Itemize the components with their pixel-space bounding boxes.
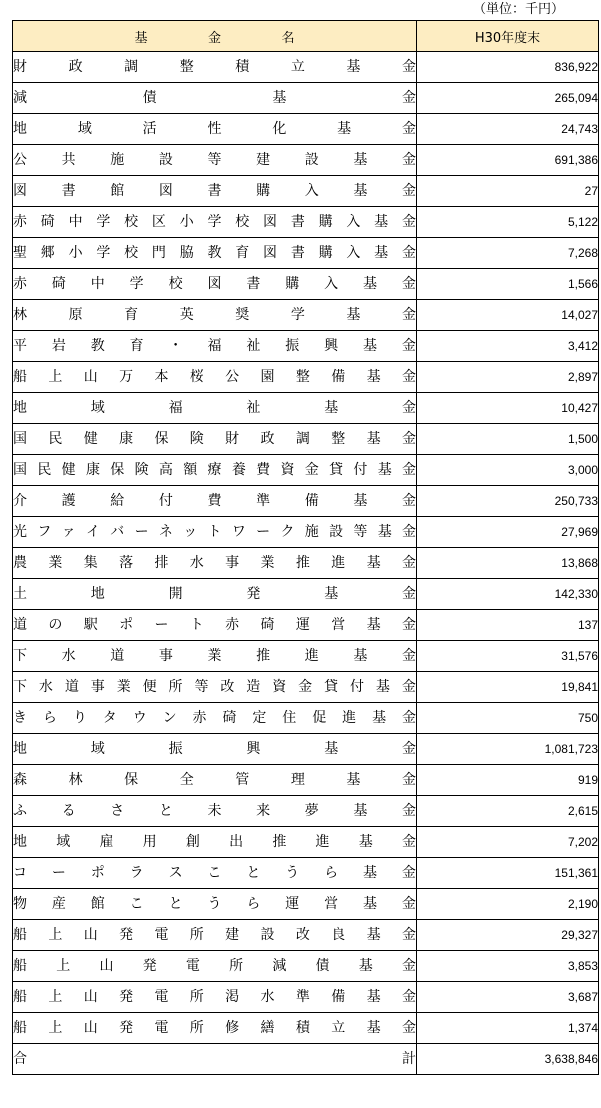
column-header-fund-name-label: 基 金 名 [134,30,295,46]
fund-name-cell [13,672,417,703]
fund-name-cell [13,610,417,641]
fund-name-cell [13,455,417,486]
unit-label: （単位：千円） [472,2,564,17]
fund-name: 地 域 活 性 化 基 金 [13,121,416,137]
table-row [13,610,599,641]
fund-name-cell [13,300,417,331]
fund-balance-value: 3,687 [417,982,599,1013]
fund-name: 船 上 山 万 本 桜 公 園 整 備 基 金 [13,369,416,385]
fund-table [12,20,599,1075]
table-row [13,238,599,269]
fund-name: 国 民 健 康 保 険 高 額 療 養 費 資 金 貸 付 基 金 [13,462,416,478]
fund-balance-value: 10,427 [417,393,599,424]
table-row [13,1013,599,1044]
fund-balance-value: 2,897 [417,362,599,393]
fund-name: 国 民 健 康 保 険 財 政 調 整 基 金 [13,431,416,447]
table-row [13,300,599,331]
fund-balance-value: 7,268 [417,238,599,269]
fund-name: 赤 碕 中 学 校 図 書 購 入 基 金 [13,276,416,292]
total-label-cell [13,1044,417,1075]
fund-balance-value: 24,743 [417,114,599,145]
table-row [13,517,599,548]
fund-name-cell [13,83,417,114]
fund-name: 物 産 館 こ と う ら 運 営 基 金 [13,896,416,912]
fund-name-cell [13,579,417,610]
fund-balance-value: 14,027 [417,300,599,331]
fund-name: 林 原 育 英 奨 学 基 金 [13,307,416,323]
fund-name-cell [13,548,417,579]
table-row [13,734,599,765]
table-row [13,796,599,827]
fund-name: 地 域 福 祉 基 金 [13,400,416,416]
fund-name: 地 域 雇 用 創 出 推 進 基 金 [13,834,416,850]
fund-name: 船 上 山 発 電 所 減 債 基 金 [13,958,416,974]
fund-name-cell [13,424,417,455]
column-header-fiscal-year-end: H30年度末 [417,21,599,52]
fund-balance-value: 27 [417,176,599,207]
fund-balance-value: 7,202 [417,827,599,858]
fund-name-cell [13,951,417,982]
fund-name-cell [13,765,417,796]
fund-name-cell [13,796,417,827]
fund-name-cell [13,703,417,734]
fund-balance-value: 3,853 [417,951,599,982]
fund-name-cell [13,176,417,207]
table-header-row [13,21,599,52]
fund-balance-value: 1,500 [417,424,599,455]
fund-name-cell [13,827,417,858]
fund-name: 財 政 調 整 積 立 基 金 [13,59,416,75]
table-row [13,579,599,610]
fund-balance-value: 265,094 [417,83,599,114]
total-row [13,1044,599,1075]
fund-name: 船 上 山 発 電 所 修 繕 積 立 基 金 [13,1020,416,1036]
table-row [13,362,599,393]
fund-name-cell [13,920,417,951]
fund-balance-value: 691,386 [417,145,599,176]
table-row [13,393,599,424]
fund-name-cell [13,114,417,145]
fund-balance-value: 29,327 [417,920,599,951]
table-row [13,52,599,83]
fund-name: 地 域 振 興 基 金 [13,741,416,757]
fund-name: コ ー ポ ラ ス こ と う ら 基 金 [13,865,416,881]
fund-balance-value: 250,733 [417,486,599,517]
fund-table-body [13,52,599,1075]
fund-balance-value: 3,000 [417,455,599,486]
table-row [13,920,599,951]
fund-name-cell [13,269,417,300]
fund-name-cell [13,1013,417,1044]
fund-name-cell [13,145,417,176]
fund-name: 下 水 道 事 業 便 所 等 改 造 資 金 貸 付 基 金 [13,679,416,695]
fund-name: 下 水 道 事 業 推 進 基 金 [13,648,416,664]
fund-balance-value: 1,566 [417,269,599,300]
fund-balance-value: 2,615 [417,796,599,827]
fund-balance-value: 27,969 [417,517,599,548]
fund-balance-value: 3,412 [417,331,599,362]
fund-name: 光 フ ァ イ バ ー ネ ッ ト ワ ー ク 施 設 等 基 金 [13,524,416,540]
fund-name: 土 地 開 発 基 金 [13,586,416,602]
fund-name: 平 岩 教 育 ・ 福 祉 振 興 基 金 [13,338,416,354]
fund-balance-value: 151,361 [417,858,599,889]
fund-name: 道 の 駅 ポ ー ト 赤 碕 運 営 基 金 [13,617,416,633]
fund-name-cell [13,734,417,765]
fund-name: 聖 郷 小 学 校 門 脇 教 育 図 書 購 入 基 金 [13,245,416,261]
fund-balance-value: 13,868 [417,548,599,579]
fund-balance-value: 5,122 [417,207,599,238]
fund-name-cell [13,641,417,672]
fund-balance-value: 750 [417,703,599,734]
table-row [13,982,599,1013]
fund-balance-value: 31,576 [417,641,599,672]
fund-name: 図 書 館 図 書 購 入 基 金 [13,183,416,199]
total-value: 3,638,846 [417,1044,599,1075]
fund-name-cell [13,517,417,548]
table-row [13,548,599,579]
fund-balance-value: 142,330 [417,579,599,610]
fund-balance-value: 137 [417,610,599,641]
table-row [13,858,599,889]
fund-balance-value: 836,922 [417,52,599,83]
fund-balance-value: 2,190 [417,889,599,920]
fund-name: 船 上 山 発 電 所 渇 水 準 備 基 金 [13,989,416,1005]
fund-balance-value: 19,841 [417,672,599,703]
fund-name: 船 上 山 発 電 所 建 設 改 良 基 金 [13,927,416,943]
table-row [13,176,599,207]
fund-name-cell [13,393,417,424]
fund-balance-value: 919 [417,765,599,796]
fund-name: 減 債 基 金 [13,90,416,106]
table-row [13,83,599,114]
fund-name-cell [13,238,417,269]
fund-name: 森 林 保 全 管 理 基 金 [13,772,416,788]
fund-name: 介 護 給 付 費 準 備 基 金 [13,493,416,509]
table-row [13,889,599,920]
fund-name: ふ る さ と 未 来 夢 基 金 [13,803,416,819]
table-row [13,207,599,238]
table-row [13,114,599,145]
table-row [13,641,599,672]
table-row [13,424,599,455]
fund-balance-value: 1,374 [417,1013,599,1044]
fund-name-cell [13,982,417,1013]
fund-name-cell [13,858,417,889]
table-row [13,951,599,982]
fund-name: き ら り タ ウ ン 赤 碕 定 住 促 進 基 金 [13,710,416,726]
unit-row [0,0,601,20]
fund-name-cell [13,331,417,362]
table-row [13,486,599,517]
total-label: 合 計 [13,1051,416,1067]
fund-name: 農 業 集 落 排 水 事 業 推 進 基 金 [13,555,416,571]
fund-name-cell [13,52,417,83]
table-row [13,672,599,703]
table-row [13,145,599,176]
fund-name-cell [13,207,417,238]
table-row [13,331,599,362]
fund-name: 赤 碕 中 学 校 区 小 学 校 図 書 購 入 基 金 [13,214,416,230]
table-row [13,455,599,486]
fund-name-cell [13,889,417,920]
table-row [13,827,599,858]
column-header-fund-name [13,21,417,52]
fund-name: 公 共 施 設 等 建 設 基 金 [13,152,416,168]
table-row [13,765,599,796]
fund-balance-value: 1,081,723 [417,734,599,765]
table-row [13,703,599,734]
fund-name-cell [13,362,417,393]
table-row [13,269,599,300]
fund-name-cell [13,486,417,517]
